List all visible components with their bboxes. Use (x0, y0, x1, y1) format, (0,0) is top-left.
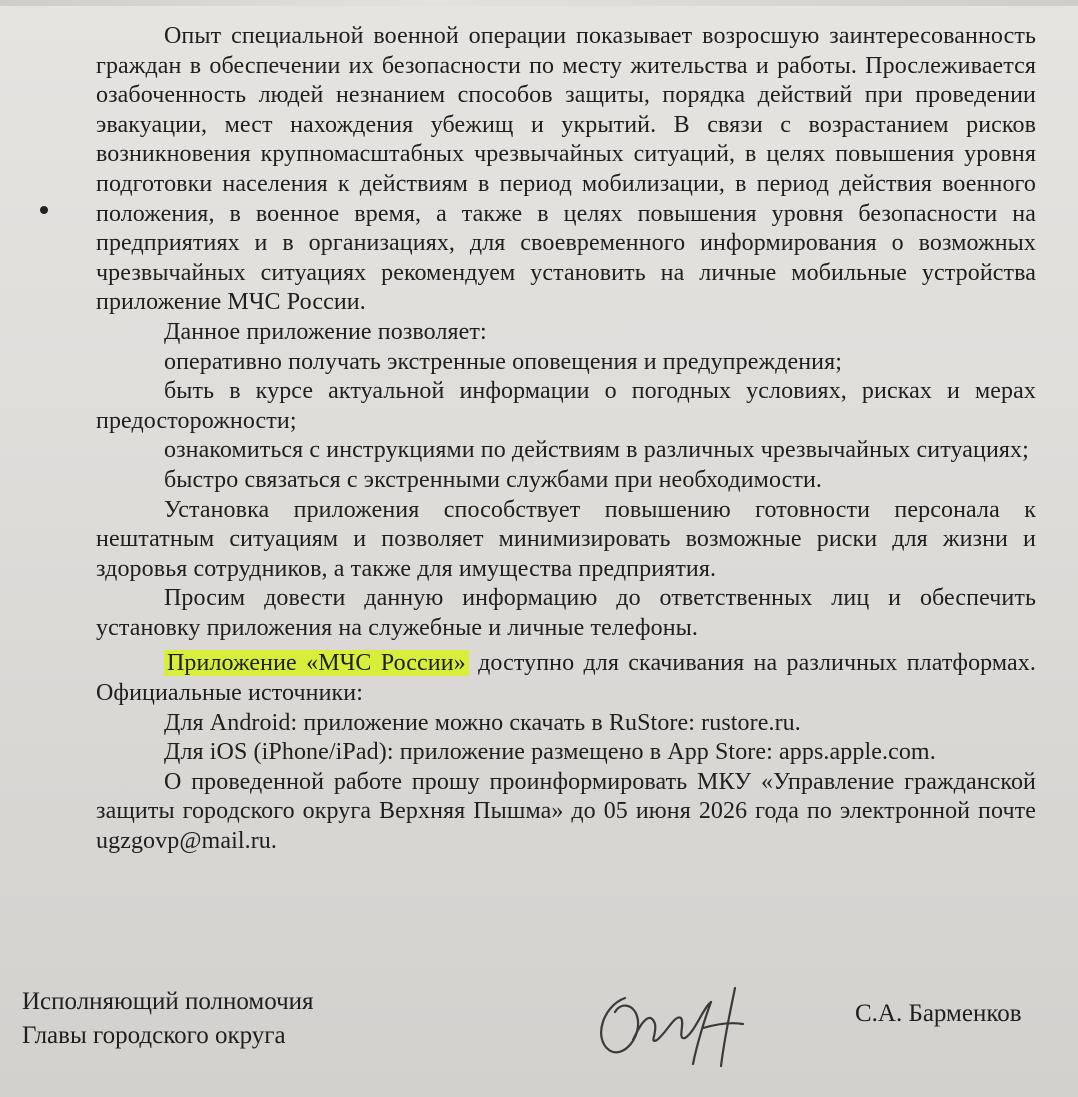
list-item-emergency: быстро связаться с экстренными службами при необходимости. (164, 466, 823, 493)
paragraph-request: Просим довести данную информацию до ответственных лиц и обеспечить установку приложения на служебные и личные телефоны. (96, 585, 1036, 641)
margin-dot (40, 206, 48, 214)
handwritten-signature (585, 978, 770, 1073)
paragraph-installation-benefit: Установка приложения способствует повышению готовности персонала к нештатным ситуациям и позволяет минимизировать возможные риски для жизни и здоровья сотрудников, а также для имущества предприятия. (96, 496, 1036, 582)
paragraph-android: Для Android: приложение можно скачать в RuStore: rustore.ru. (164, 709, 801, 736)
paragraph-intro: Опыт специальной военной операции показывает возросшую заинтересованность граждан в обеспечении их безопасности по месту жительства и работы. Прослеживается озабоченность людей незнанием способов защиты, порядка действий при проведении эвакуации, мест нахождения убежищ и укрытий. В связи с возрастанием рисков возникновения крупномасштабных чрезвычайных ситуаций, в целях повышения уровня подготовки населения к действиям в период мобилизации, в период действия военного положения, в военное время, а также в целях повышения уровня безопасности на предприятиях и в организациях, для своевременного информирования о возможных чрезвычайных ситуациях рекомендуем установить на личные мобильные устройства приложение МЧС России. (96, 23, 1036, 316)
availability-text: доступно для скачивания на различных платформах. Официальные источники: (96, 650, 1036, 707)
list-item-alerts: оперативно получать экстренные оповещения и предупреждения; (164, 348, 843, 375)
signatory-title-line1: Исполняющий полномочия (22, 988, 314, 1015)
paragraph-app-allows: Данное приложение позволяет: (164, 318, 487, 345)
letter-body (96, 22, 1036, 857)
paragraph-report: О проведенной работе прошу проинформировать МКУ «Управление гражданской защиты городского округа Верхняя Пышма» до 05 июня 2026 года по электронной почте ugzgovp@mail.ru. (96, 768, 1036, 855)
list-item-weather: быть в курсе актуальной информации о погодных условиях, рисках и мерах предосторожности; (96, 378, 1036, 434)
signatory-title-line2: Главы городского округа (22, 1022, 286, 1049)
highlighted-app-name: Приложение «МЧС России» (164, 650, 469, 676)
signatory-title (22, 985, 314, 1053)
paragraph-availability (96, 649, 1036, 708)
page-top-edge (0, 0, 1078, 6)
list-item-instructions: ознакомиться с инструкциями по действиям в различных чрезвычайных ситуациях; (164, 437, 1029, 464)
signatory-name: С.А. Барменков (855, 1000, 1022, 1027)
paragraph-ios: Для iOS (iPhone/iPad): приложение размещено в App Store: apps.apple.com. (164, 739, 936, 766)
